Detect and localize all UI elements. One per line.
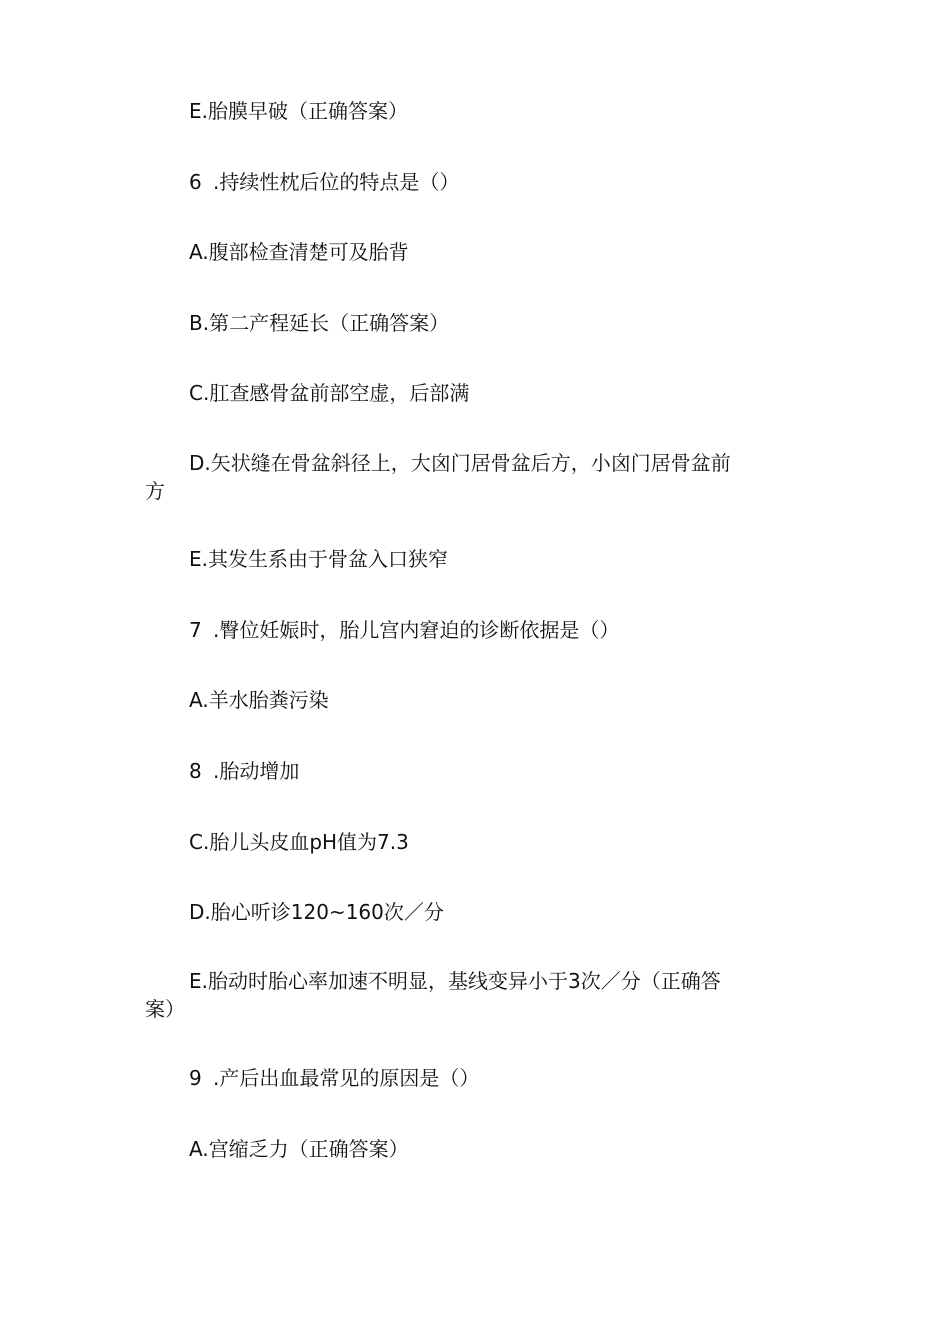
option-c (189, 828, 809, 856)
option-d-line2 (145, 477, 765, 505)
option-text: A.腹部检查清楚可及胎背 (189, 240, 409, 264)
option-e (189, 545, 809, 573)
question-text: .产后出血最常见的原因是（） (213, 1066, 480, 1090)
option-a (189, 686, 809, 714)
option-text: B.第二产程延长（正确答案） (189, 311, 450, 335)
question-number: 6 (189, 170, 202, 194)
option-text: A.宫缩乏力（正确答案） (189, 1137, 409, 1161)
option-text: C.胎儿头皮血pH值为7.3 (189, 830, 409, 854)
question-9 (189, 1064, 809, 1092)
option-text: E.胎膜早破（正确答案） (189, 99, 408, 123)
question-number: 9 (189, 1066, 202, 1090)
question-number: 7 (189, 618, 202, 642)
option-text: E.其发生系由于骨盆入口狭窄 (189, 547, 448, 571)
option-text: E.胎动时胎心率加速不明显，基线变异小于3次／分（正确答 (189, 969, 721, 993)
option-text-continued: 案） (145, 997, 185, 1021)
option-b (189, 309, 809, 337)
question-text: .胎动增加 (213, 759, 300, 783)
question-7 (189, 616, 809, 644)
question-8 (189, 757, 809, 785)
option-text: D.矢状缝在骨盆斜径上，大囟门居骨盆后方，小囟门居骨盆前 (189, 451, 731, 475)
question-number: 8 (189, 759, 202, 783)
question-text: .臀位妊娠时，胎儿宫内窘迫的诊断依据是（） (213, 618, 620, 642)
option-text: D.胎心听诊120~160次／分 (189, 900, 444, 924)
option-a (189, 1135, 809, 1163)
option-text-continued: 方 (145, 479, 165, 503)
option-text: C.肛查感骨盆前部空虚，后部满 (189, 381, 470, 405)
question-6 (189, 168, 809, 196)
option-e-line1 (189, 967, 809, 995)
question-text: .持续性枕后位的特点是（） (213, 170, 460, 194)
option-text: A.羊水胎粪污染 (189, 688, 329, 712)
option-d (189, 898, 809, 926)
option-d-line1 (189, 449, 809, 477)
option-a (189, 238, 809, 266)
option-e-premature-rupture (189, 97, 809, 125)
option-c (189, 379, 809, 407)
option-e-line2 (145, 995, 765, 1023)
